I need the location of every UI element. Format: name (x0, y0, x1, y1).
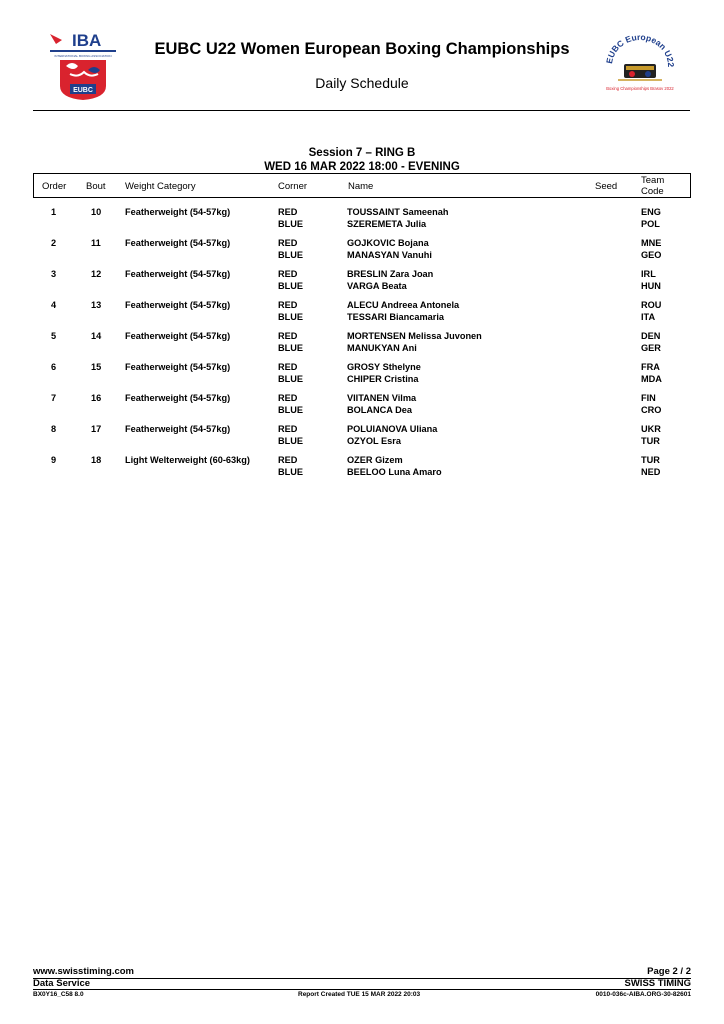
blue-team-code: MDA (641, 374, 662, 384)
blue-team-code: GEO (641, 250, 662, 260)
red-boxer-name: GROSY Sthelyne (347, 362, 421, 372)
red-team-code: FIN (641, 393, 656, 403)
blue-team-code: POL (641, 219, 660, 229)
weight-category-cell: Light Welterweight (60-63kg) (125, 455, 250, 465)
blue-boxer-name: OZYOL Esra (347, 436, 401, 446)
bout-cell: 10 (91, 207, 102, 217)
red-corner-label: RED (278, 455, 298, 465)
red-team-code: IRL (641, 269, 656, 279)
red-team-code: TUR (641, 455, 660, 465)
blue-boxer-name: SZEREMETA Julia (347, 219, 427, 229)
iba-logo-text: IBA (72, 31, 102, 50)
order-cell: 7 (51, 393, 57, 403)
schedule-table-body (33, 205, 691, 484)
document-reference: 0010-036c-AIBA.ORG-30-82601 (595, 991, 691, 998)
blue-boxer-name: VARGA Beata (347, 281, 407, 291)
eubc-u22-logo-icon (588, 32, 692, 96)
bout-cell: 15 (91, 362, 102, 372)
logo-sub-text: Boxing Championships Brasov 2022 (606, 86, 674, 91)
red-boxer-name: POLUIANOVA Uliana (347, 424, 438, 434)
red-corner-label: RED (278, 331, 298, 341)
blue-team-code: TUR (641, 436, 660, 446)
blue-corner-label: BLUE (278, 219, 304, 229)
weight-category-cell: Featherweight (54-57kg) (125, 331, 231, 341)
blue-corner-label: BLUE (278, 405, 304, 415)
table-row (33, 205, 691, 236)
page-number: Page 2 / 2 (647, 966, 691, 977)
red-team-code: FRA (641, 362, 660, 372)
blue-boxer-name: MANUKYAN Ani (347, 343, 417, 353)
footer-divider (33, 978, 691, 979)
bout-cell: 12 (91, 269, 102, 279)
blue-team-code: GER (641, 343, 661, 353)
table-row (33, 391, 691, 422)
table-row (33, 267, 691, 298)
table-row (33, 298, 691, 329)
blue-corner-label: BLUE (278, 374, 304, 384)
report-created: Report Created TUE 15 MAR 2022 20:03 (298, 991, 421, 998)
blue-boxer-name: MANASYAN Vanuhi (347, 250, 432, 260)
weight-category-cell: Featherweight (54-57kg) (125, 362, 231, 372)
session-name: Session 7 – RING B (308, 147, 416, 159)
column-header-corner: Corner (278, 181, 308, 192)
eubc-logo-text: EUBC (73, 87, 93, 94)
schedule-table-header (33, 173, 691, 198)
blue-boxer-name: CHIPER Cristina (347, 374, 419, 384)
blue-corner-label: BLUE (278, 436, 304, 446)
bout-cell: 17 (91, 424, 102, 434)
bout-cell: 13 (91, 300, 102, 310)
weight-category-cell: Featherweight (54-57kg) (125, 300, 231, 310)
order-cell: 8 (51, 424, 57, 434)
session-datetime: WED 16 MAR 2022 18:00 - EVENING (264, 161, 460, 173)
document-subtitle: Daily Schedule (315, 75, 409, 91)
red-team-code: UKR (641, 424, 661, 434)
weight-category-cell: Featherweight (54-57kg) (125, 207, 231, 217)
weight-category-cell: Featherweight (54-57kg) (125, 393, 231, 403)
bout-cell: 11 (91, 238, 101, 248)
red-corner-label: RED (278, 362, 298, 372)
iba-tagline-text: INTERNATIONAL BOXING ASSOCIATION (54, 54, 112, 58)
column-header-weight-category: Weight Category (125, 181, 196, 192)
column-header-seed: Seed (595, 181, 618, 192)
table-row (33, 360, 691, 391)
red-corner-label: RED (278, 238, 298, 248)
bout-cell: 18 (91, 455, 102, 465)
red-boxer-name: ALECU Andreea Antonela (347, 300, 460, 310)
blue-corner-label: BLUE (278, 250, 304, 260)
red-team-code: DEN (641, 331, 661, 341)
red-corner-label: RED (278, 424, 298, 434)
weight-category-cell: Featherweight (54-57kg) (125, 424, 231, 434)
weight-category-cell: Featherweight (54-57kg) (125, 269, 231, 279)
red-boxer-name: VIITANEN Vilma (347, 393, 417, 403)
table-row (33, 453, 691, 484)
bout-cell: 14 (91, 331, 102, 341)
red-boxer-name: MORTENSEN Melissa Juvonen (347, 331, 482, 341)
blue-team-code: NED (641, 467, 661, 477)
blue-team-code: ITA (641, 312, 656, 322)
blue-boxer-name: BEELOO Luna Amaro (347, 467, 442, 477)
table-row (33, 236, 691, 267)
header-divider (33, 110, 690, 111)
blue-corner-label: BLUE (278, 281, 304, 291)
red-boxer-name: TOUSSAINT Sameenah (347, 207, 449, 217)
red-team-code: ROU (641, 300, 662, 310)
column-header-bout: Bout (86, 181, 106, 192)
blue-team-code: CRO (641, 405, 662, 415)
red-boxer-name: GOJKOVIC Bojana (347, 238, 429, 248)
eubc-u22-championship-logo (588, 32, 692, 96)
table-row (33, 329, 691, 360)
red-corner-label: RED (278, 393, 298, 403)
data-service-label: Data Service (33, 978, 91, 989)
blue-boxer-name: TESSARI Biancamaria (347, 312, 445, 322)
blue-corner-label: BLUE (278, 467, 304, 477)
document-code: BX0Y16_C58 8.0 (33, 991, 84, 998)
order-cell: 2 (51, 238, 57, 248)
order-cell: 6 (51, 362, 57, 372)
blue-team-code: HUN (641, 281, 661, 291)
red-corner-label: RED (278, 300, 298, 310)
order-cell: 5 (51, 331, 57, 341)
red-team-code: ENG (641, 207, 661, 217)
document-title: EUBC U22 Women European Boxing Championships (154, 40, 570, 58)
table-row (33, 422, 691, 453)
red-team-code: MNE (641, 238, 662, 248)
swiss-timing-label: SWISS TIMING (624, 978, 691, 989)
session-heading (0, 146, 724, 174)
website-link[interactable]: www.swisstiming.com (33, 966, 135, 977)
column-header-name: Name (348, 181, 374, 192)
order-cell: 3 (51, 269, 57, 279)
footer-divider-bottom (33, 989, 691, 990)
blue-corner-label: BLUE (278, 343, 304, 353)
red-boxer-name: OZER Gizem (347, 455, 403, 465)
red-corner-label: RED (278, 269, 298, 279)
weight-category-cell: Featherweight (54-57kg) (125, 238, 231, 248)
order-cell: 9 (51, 455, 57, 465)
blue-boxer-name: BOLANCA Dea (347, 405, 412, 415)
order-cell: 4 (51, 300, 57, 310)
red-boxer-name: BRESLIN Zara Joan (347, 269, 434, 279)
order-cell: 1 (51, 207, 57, 217)
blue-corner-label: BLUE (278, 312, 304, 322)
red-corner-label: RED (278, 207, 298, 217)
column-header-team-code: Team Code (641, 175, 665, 197)
logo-arc-text: EUBC European U22 (604, 32, 677, 68)
column-header-order: Order (42, 181, 67, 192)
bout-cell: 16 (91, 393, 102, 403)
